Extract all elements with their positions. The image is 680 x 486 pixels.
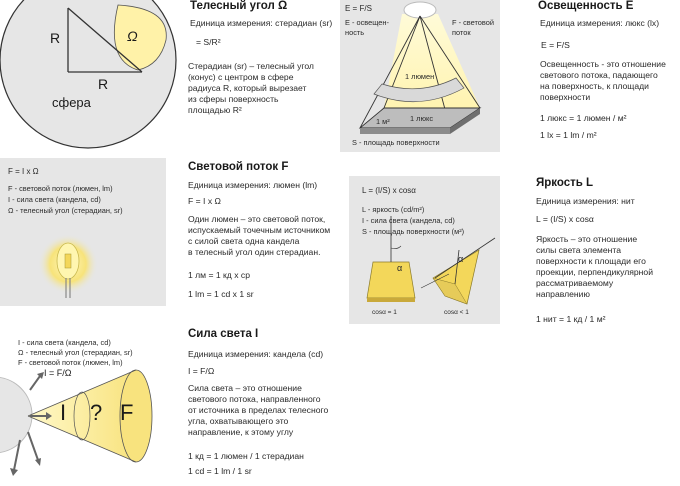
flux-desc-3: с силой света одна кандела <box>188 236 300 246</box>
flux-fig-line-1: F - световой поток (люмен, lm) <box>8 184 113 193</box>
flux-unit: Единица измерения: люмен (lm) <box>188 180 318 190</box>
luminance-desc-5: рассматриваемому <box>536 278 614 288</box>
flux-title: Световой поток F <box>188 161 289 173</box>
flux-fig-line-3: Ω - телесный угол (стерадиан, sr) <box>8 206 123 215</box>
illuminance-fig-s-label: S - площадь поверхности <box>352 138 440 147</box>
luminance-eq-1: 1 нит = 1 кд / 1 м² <box>536 314 606 324</box>
intensity-fig-q: ? <box>90 400 103 425</box>
illuminance-desc-4: поверхности <box>540 92 591 102</box>
illuminance-fig-lumen: 1 люмен <box>405 72 435 81</box>
illuminance-fig-e-label-2: ность <box>345 28 365 37</box>
luminance-fig-line-3: S - площадь поверхности (м²) <box>362 227 465 236</box>
luminance-fig-alpha-2: α <box>458 254 464 264</box>
luminance-desc-2: силы света элемента <box>536 245 621 255</box>
illuminance-formula: E = F/S <box>541 40 570 50</box>
solid-angle-title: Телесный угол Ω <box>190 0 288 12</box>
flux-eq-2: 1 lm = 1 cd x 1 sr <box>188 289 254 299</box>
luminance-formula: L = (I/S) x cosα <box>536 214 594 224</box>
solid-angle-desc-1: Стерадиан (sr) – телесный угол <box>188 61 314 71</box>
intensity-desc-1: Сила света – это отношение <box>188 383 302 393</box>
illuminance-fig-e-label-1: E - освещен- <box>345 18 389 27</box>
illuminance-fig-formula: E = F/S <box>345 4 372 13</box>
luminance-title: Яркость L <box>536 177 594 189</box>
luminance-desc-3: поверхности к площади его <box>536 256 646 266</box>
flux-fig-formula: F = I x Ω <box>8 167 39 176</box>
intensity-fig-line-1: I - сила света (кандела, cd) <box>18 338 111 347</box>
flux-desc-4: в телесный угол один стерадиан. <box>188 247 321 257</box>
illuminance-title: Освещенность E <box>538 0 634 12</box>
flux-fig-line-2: I - сила света (кандела, cd) <box>8 195 101 204</box>
luminance-fig-line-1: L - яркость (cd/m²) <box>362 205 425 214</box>
flux-desc-2: испускаемый точечным источником <box>188 225 331 235</box>
flux-formula: F = I x Ω <box>188 196 221 206</box>
flux-eq-1: 1 лм = 1 кд х ср <box>188 270 250 280</box>
luminance-desc-6: направлению <box>536 289 590 299</box>
luminance-desc-4: проекции, перпендикулярной <box>536 267 653 277</box>
illuminance-fig-lux: 1 люкс <box>410 114 434 123</box>
illuminance-fig-f-label-2: поток <box>452 28 471 37</box>
omega-label: Ω <box>127 28 138 44</box>
radius-label-left: R <box>50 30 61 46</box>
luminance-projection-figure <box>349 176 500 324</box>
solid-angle-desc-2: (конус) с центром в сфере <box>188 72 294 82</box>
intensity-fig-formula: I = F/Ω <box>44 368 72 378</box>
intensity-desc-5: направление, к этому углу <box>188 427 294 437</box>
illuminance-desc-2: светового потока, падающего <box>540 70 658 80</box>
flux-desc-1: Один люмен – это световой поток, <box>188 214 326 224</box>
illuminance-desc-3: на поверхность, к площади <box>540 81 649 91</box>
intensity-fig-line-2: Ω - телесный угол (стерадиан, sr) <box>18 348 133 357</box>
intensity-eq-2: 1 cd = 1 lm / 1 sr <box>188 466 252 476</box>
illuminance-eq-1: 1 люкс = 1 люмен / м² <box>540 113 627 123</box>
solid-angle-desc-3: радиуса R, который вырезает <box>188 83 307 93</box>
sphere-label: сфера <box>52 95 91 110</box>
luminance-fig-formula: L = (I/S) x cosα <box>362 186 416 195</box>
intensity-formula: I = F/Ω <box>188 366 215 376</box>
solid-angle-desc-5: площадью R² <box>188 105 242 115</box>
illuminance-fig-m2: 1 м² <box>376 117 390 126</box>
intensity-desc-3: от источника в пределах телесного <box>188 405 329 415</box>
intensity-fig-line-3: F - световой поток (люмен, lm) <box>18 358 123 367</box>
radius-label-bottom: R <box>98 76 109 92</box>
illuminance-fig-f-label-1: F - световой <box>452 18 494 27</box>
luminance-fig-cos-1: cosα = 1 <box>372 309 397 316</box>
lamp-illustration <box>0 158 166 306</box>
intensity-unit: Единица измерения: кандела (cd) <box>188 349 324 359</box>
luminance-fig-line-2: I - сила света (кандела, cd) <box>362 216 455 225</box>
illuminance-eq-2: 1 lx = 1 lm / m² <box>540 130 597 140</box>
illuminance-desc-1: Освещенность - это отношение <box>540 59 666 69</box>
illuminance-unit: Единица измерения: люкс (lx) <box>540 18 660 28</box>
intensity-fig-f: F <box>120 400 134 425</box>
luminance-desc-1: Яркость – это отношение <box>536 234 638 244</box>
luminance-fig-alpha-1: α <box>397 263 403 273</box>
luminance-unit: Единица измерения: нит <box>536 196 635 206</box>
solid-angle-desc-4: из сферы поверхность <box>188 94 279 104</box>
intensity-desc-4: угла, охватывающего это <box>188 416 289 426</box>
intensity-desc-2: светового потока, направленного <box>188 394 321 404</box>
intensity-fig-i: I <box>60 400 67 425</box>
solid-angle-unit: Единица измерения: стерадиан (sr) <box>190 18 333 28</box>
luminance-fig-cos-2: cosα < 1 <box>444 309 469 316</box>
intensity-eq-1: 1 кд = 1 люмен / 1 стерадиан <box>188 451 304 461</box>
intensity-title: Сила света I <box>188 328 259 340</box>
solid-angle-formula: = S/R² <box>196 37 221 47</box>
